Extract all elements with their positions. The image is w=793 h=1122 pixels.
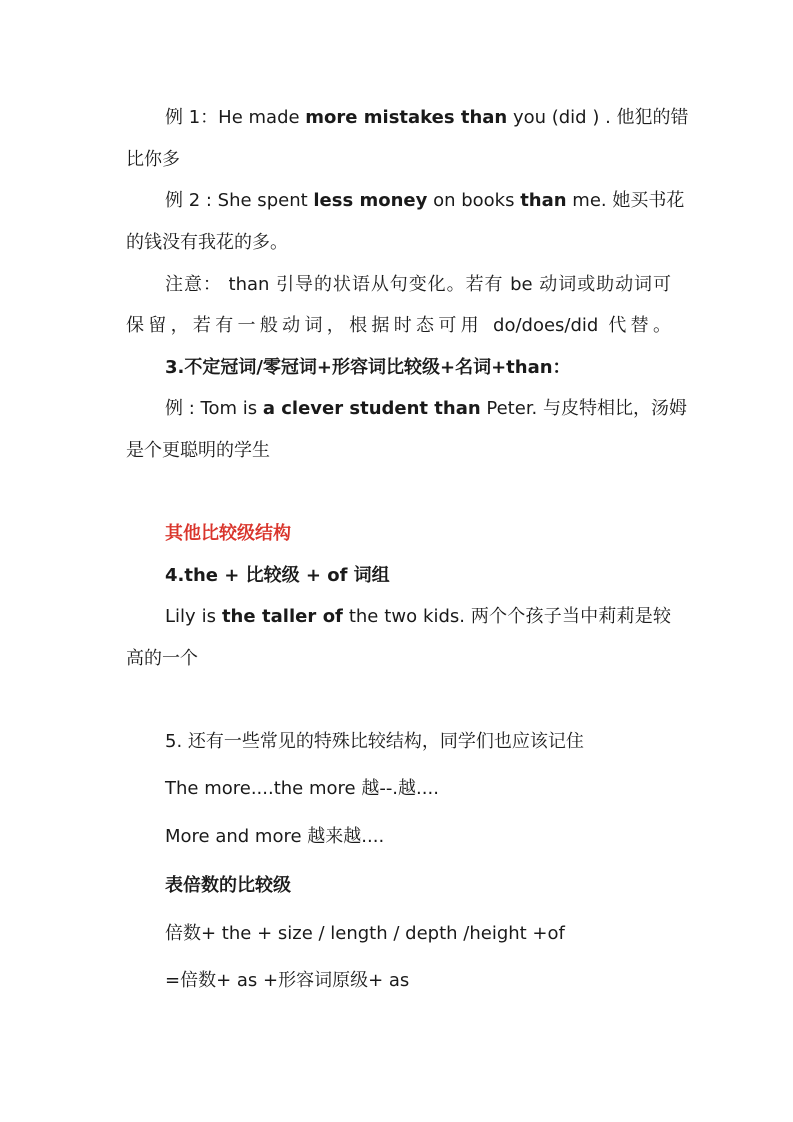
example-2-end: me. 她买书花 (566, 190, 685, 211)
example-2-prefix: 例 2 : She spent (165, 190, 314, 211)
pattern-1: The more....the more 越--.越.... (165, 778, 439, 799)
example-2-mid: on books (427, 190, 521, 211)
example-4-bold: the taller of (221, 606, 343, 627)
example-3-line (165, 397, 688, 421)
example-4-line (165, 605, 671, 629)
heading-4: 4.the + 比较级 + of 词组 (165, 565, 390, 586)
example-4-continuation: 高的一个 (126, 648, 198, 669)
times-formula-1: 倍数+ the + size / length / depth /height +of (165, 923, 565, 944)
example-4-prefix: Lily is (165, 606, 222, 627)
note-line-1: 注意： than 引导的状语从句变化。若有 be 动词或助动词可 (165, 274, 671, 295)
section-title: 其他比较级结构 (165, 523, 291, 544)
example-2-bold-2: than (520, 190, 567, 211)
example-3-prefix: 例 : Tom is (165, 398, 263, 419)
example-1-bold: more mistakes than (305, 107, 508, 128)
pattern-2: More and more 越来越.... (165, 826, 385, 847)
heading-times: 表倍数的比较级 (165, 875, 291, 896)
example-1-line (165, 106, 689, 130)
times-formula-2: =倍数+ as +形容词原级+ as (165, 970, 410, 991)
example-3-continuation: 是个更聪明的学生 (126, 440, 270, 461)
example-3-bold: a clever student than (262, 398, 481, 419)
note-line-2: 保留，若有一般动词，根据时态可用 do/does/did 代替。 (126, 315, 671, 336)
example-1-rest: you (did ) . 他犯的错 (507, 107, 689, 128)
item-5: 5. 还有一些常见的特殊比较结构，同学们也应该记住 (165, 731, 584, 752)
heading-3: 3.不定冠词/零冠词+形容词比较级+名词+than： (165, 357, 571, 378)
example-2-bold-1: less money (313, 190, 428, 211)
example-1-continuation: 比你多 (126, 149, 180, 170)
example-2-continuation: 的钱没有我花的多。 (126, 232, 288, 253)
example-3-end: Peter. 与皮特相比，汤姆 (480, 398, 688, 419)
example-1-prefix: 例 1：He made (165, 107, 306, 128)
example-2-line (165, 189, 685, 213)
example-4-end: the two kids. 两个个孩子当中莉莉是较 (342, 606, 671, 627)
